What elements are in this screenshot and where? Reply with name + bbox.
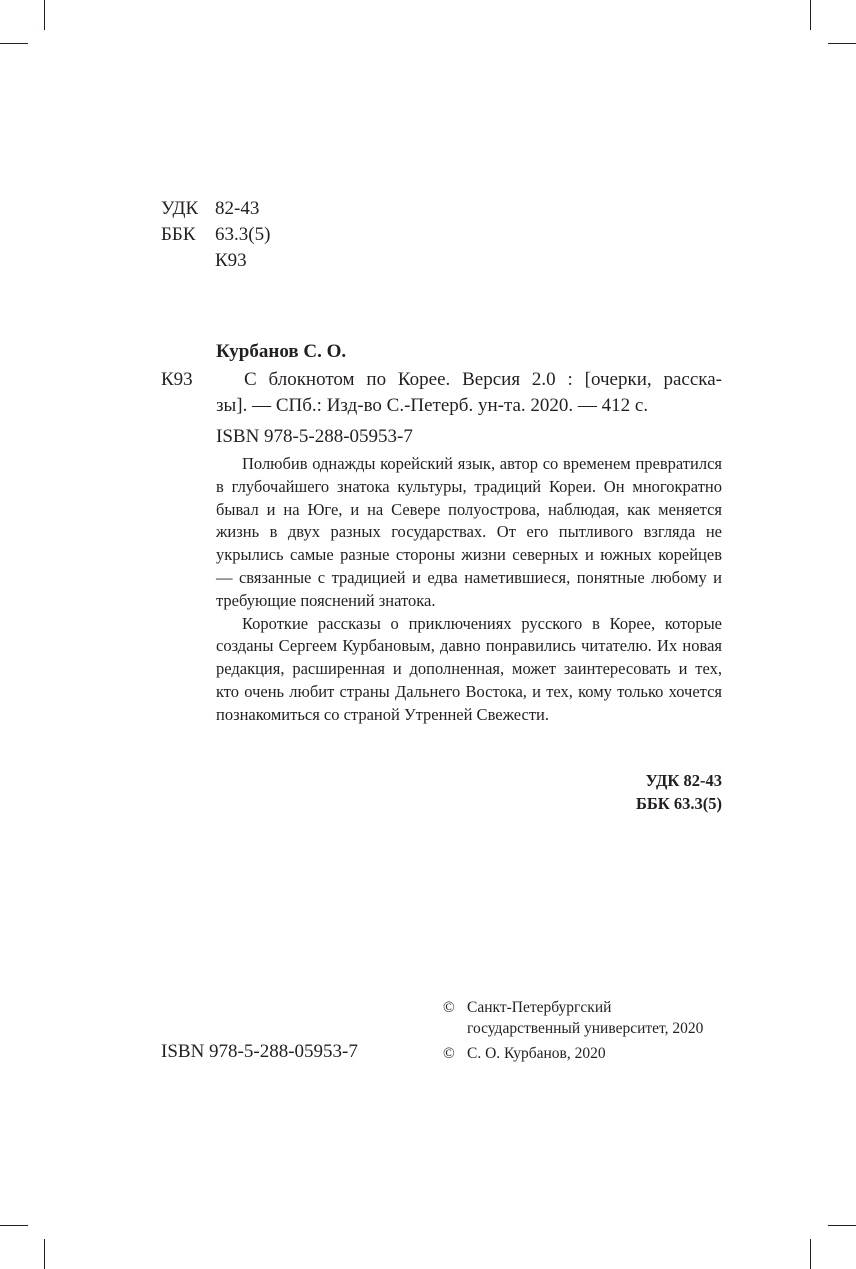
bib-line-2: зы]. — СПб.: Изд-во С.-Петерб. ун-та. 2020. — 412 с. (216, 395, 649, 416)
classification-codes (161, 196, 270, 274)
copyright-author (443, 1043, 606, 1064)
copyright-icon: © (443, 1045, 455, 1062)
isbn-record: ISBN 978-5-288-05953-7 (216, 426, 413, 447)
author-mark: К93 (215, 250, 247, 271)
annotation-paragraph-1: Полюбив однажды корейский язык, автор со временем превратился в глубочайшего знатока культуры, традиций Кореи. Он многократно бывал и на Юге, и на Севере полуострова, наблюдая, как меняется жизнь в двух разных государствах. От его пытливого взгляда не укрылись самые разные стороны жизни северных и южных корейцев — связанные с традицией и едва наметившиеся, понятные любому и требующие пояснений знатока. (216, 454, 722, 610)
crop-mark-top-left (44, 0, 45, 30)
copyright-university (443, 997, 703, 1039)
crop-mark-top-right-h (828, 43, 856, 44)
crop-mark-top-right (810, 0, 811, 30)
bib-description (216, 367, 722, 419)
crop-mark-bottom-left-h (0, 1225, 28, 1226)
bbk-value: 63.3(5) (215, 224, 271, 245)
footer-udk: УДК 82-43 (645, 771, 722, 790)
crop-mark-bottom-left (44, 1239, 45, 1269)
copyright-university-line-1: Санкт-Петербургский (467, 999, 612, 1016)
udk-label: УДК (161, 198, 199, 219)
crop-mark-bottom-right (810, 1239, 811, 1269)
udk-value: 82-43 (215, 198, 260, 219)
author-mark-row (161, 248, 270, 274)
footer-codes (560, 770, 722, 815)
footer-bbk: ББК 63.3(5) (635, 793, 722, 813)
author-mark-side: К93 (161, 369, 193, 390)
bbk-label: ББК (161, 224, 196, 245)
copyright-university-line-2: государственный университет, 2020 (467, 1020, 704, 1037)
udk-row (161, 196, 270, 222)
bbk-row (161, 222, 270, 248)
annotation (216, 453, 722, 727)
isbn-bottom: ISBN 978-5-288-05953-7 (161, 1041, 358, 1062)
crop-mark-top-left-h (0, 43, 28, 44)
author-name: Курбанов С. О. (216, 341, 347, 362)
copyright-author-line: С. О. Курбанов, 2020 (467, 1045, 606, 1062)
bib-line-1: С блокнотом по Корее. Версия 2.0 : [очерки, расска- (244, 369, 722, 390)
crop-mark-bottom-right-h (828, 1225, 856, 1226)
annotation-paragraph-2: Короткие рассказы о приключениях русского в Корее, которые созданы Сергеем Курбановым, давно понравились читателю. Их новая редакция, расширенная и дополненная, может заинтересовать и тех, кто очень любит страны Дальнего Востока, и тех, кому только хочется познакомиться со страной Утренней Свежести. (216, 613, 722, 724)
copyright-icon: © (443, 999, 455, 1016)
